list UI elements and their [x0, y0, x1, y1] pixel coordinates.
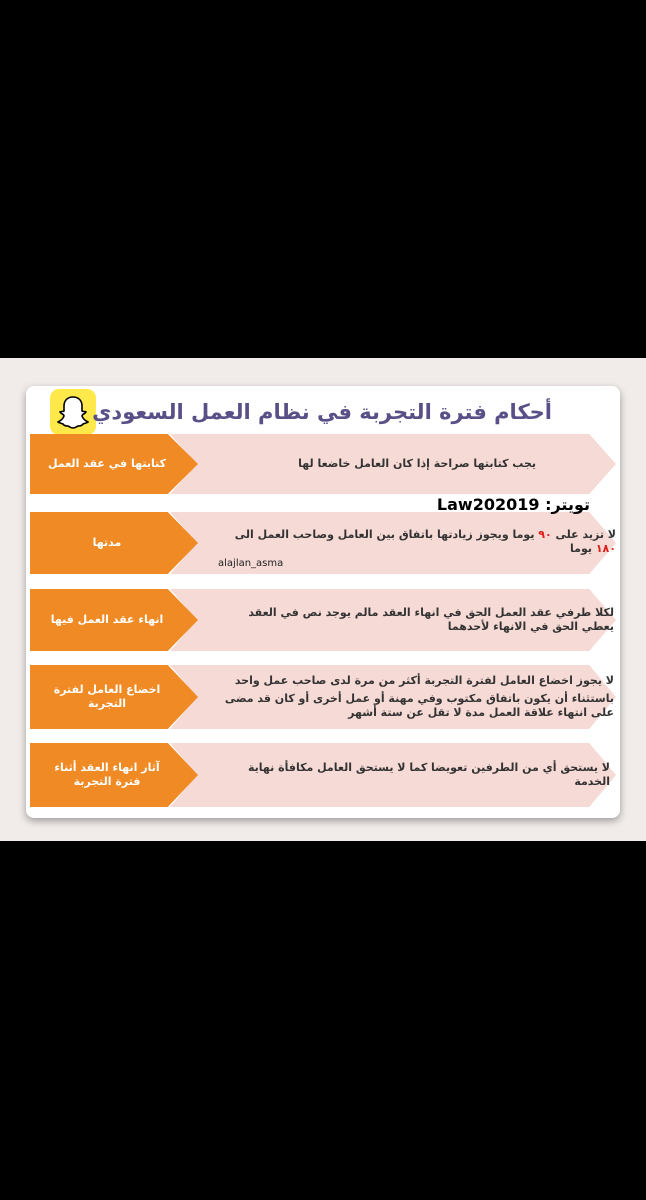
rule-row: [30, 743, 616, 807]
rule-row: [30, 434, 616, 494]
days-90: ٩٠: [538, 528, 552, 541]
rule-row: [30, 665, 616, 729]
page-title: أحكام فترة التجربة في نظام العمل السعودي: [92, 400, 552, 424]
days-180: ١٨٠: [595, 542, 616, 555]
rule-text: باستثناء أن يكون باتفاق مكتوب وفي مهنة أو عمل أخرى أو كان قد مضى على انتهاء علاقة العمل مدة لا تقل عن ستة أشهر: [224, 692, 614, 719]
snapchat-ghost-icon: [57, 395, 89, 429]
rule-label: آثار انهاء العقد أثناء فترة التجربة: [54, 761, 160, 788]
handle-watermark: alajlan_asma: [218, 558, 284, 569]
rule-label: اخضاع العامل لفترة التجربة: [53, 683, 161, 710]
rule-label: كتابتها في عقد العمل: [48, 457, 166, 470]
rule-text: يجب كتابتها صراحة إذا كان العامل خاضعا لها: [298, 457, 536, 470]
rule-label: مدتها: [92, 536, 122, 549]
rule-text: لا يستحق أي من الطرفين تعويضا كما لا يستحق العامل مكافأة نهاية الخدمة: [247, 761, 610, 788]
rule-text: لا يجوز اخضاع العامل لفترة التجربة أكثر من مرة لدى صاحب عمل واحد: [234, 674, 614, 687]
rule-row: [30, 589, 616, 651]
snapcode: [50, 389, 96, 435]
twitter-watermark: تويتر: Law202019: [436, 495, 590, 514]
rule-text: لا تزيد على ٩٠ يوما ويجوز زيادتها باتفاق بين العامل وصاحب العمل الى ١٨٠ يوما: [234, 528, 616, 555]
rule-text: لكلا طرفي عقد العمل الحق في انهاء العقد مالم يوجد نص في العقد يعطي الحق في الانهاء لأحدهما: [248, 606, 614, 633]
rule-label: انهاء عقد العمل فيها: [50, 613, 164, 626]
